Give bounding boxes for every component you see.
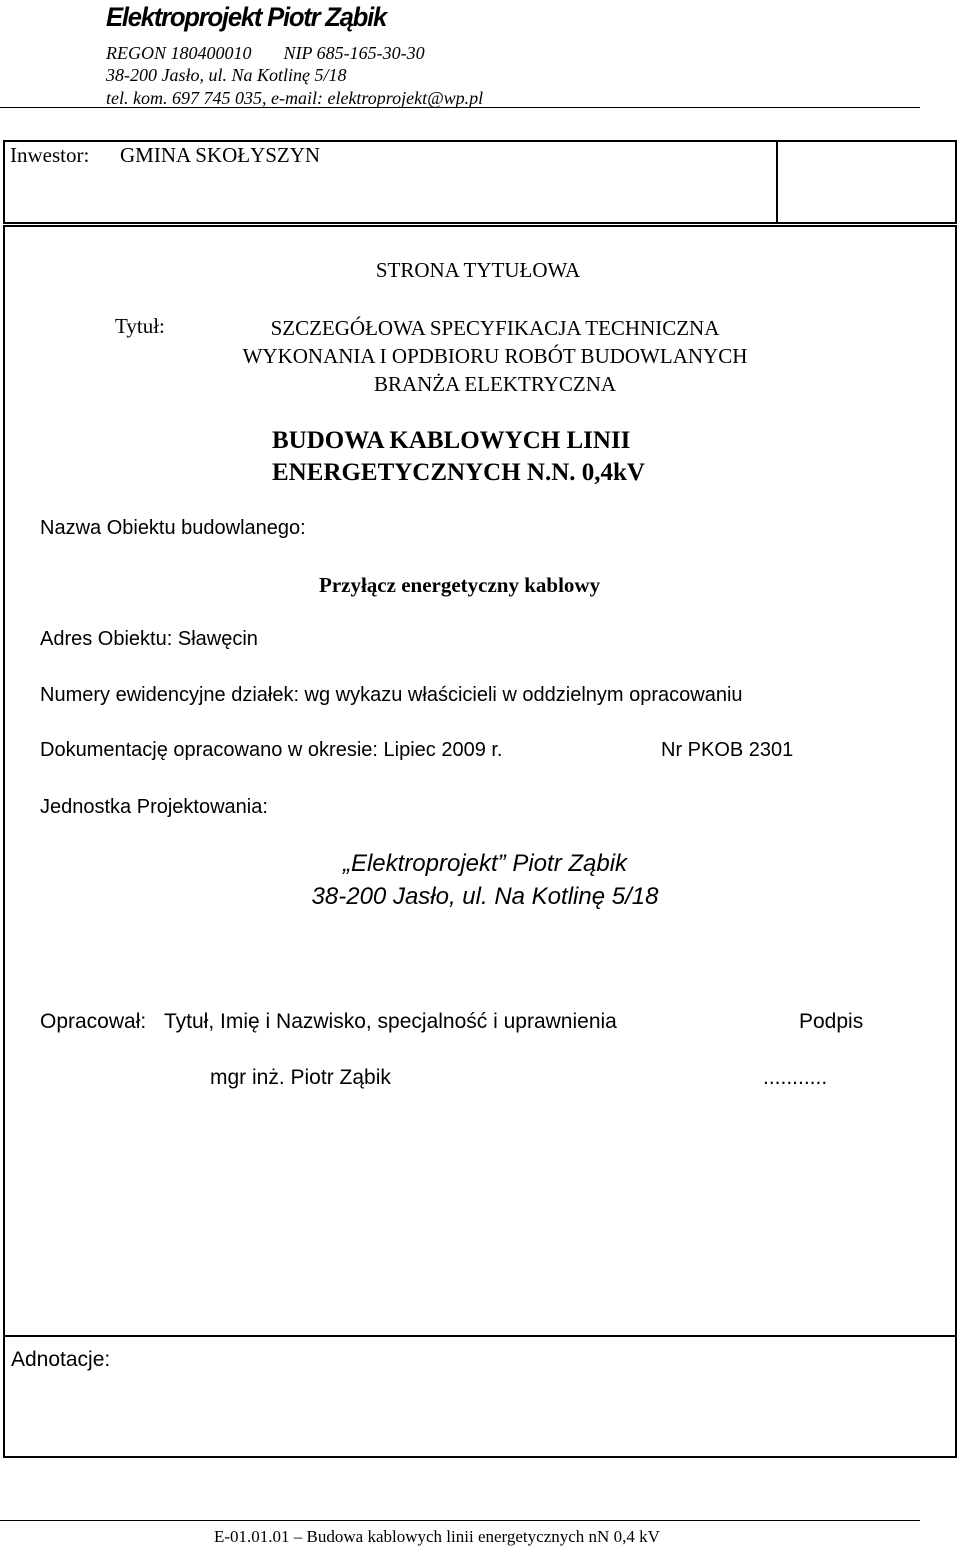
header-rule xyxy=(0,107,920,108)
regon: REGON 180400010 xyxy=(106,43,252,63)
pkob-number: Nr PKOB 2301 xyxy=(661,739,794,761)
author-label: Opracował: xyxy=(40,1010,147,1033)
documentation-date: Dokumentację opracowano w okresie: Lipiec 2009 r. xyxy=(40,739,503,761)
page-title: STRONA TYTUŁOWA xyxy=(375,258,581,282)
company-logo: Elektroprojekt Piotr Ząbik xyxy=(106,2,387,32)
design-unit-label: Jednostka Projektowania: xyxy=(40,796,268,818)
title-text xyxy=(175,314,815,398)
investor-value: GMINA SKOŁYSZYN xyxy=(120,143,321,167)
title-line: WYKONANIA I OPDBIORU ROBÓT BUDOWLANYCH xyxy=(242,344,748,368)
nip: NIP 685-165-30-30 xyxy=(283,43,425,63)
design-unit-line: 38-200 Jasło, ul. Na Kotlinę 5/18 xyxy=(311,883,659,910)
object-address xyxy=(40,628,258,651)
investor-label: Inwestor: xyxy=(10,143,90,167)
annotations-label: Adnotacje: xyxy=(11,1348,111,1371)
letterhead-contact: tel. kom. 697 745 035, e-mail: elektroprojekt@wp.pl xyxy=(106,88,484,108)
title-line: SZCZEGÓŁOWA SPECYFIKACJA TECHNICZNA xyxy=(270,316,720,340)
object-name-label: Nazwa Obiektu budowlanego: xyxy=(40,517,306,539)
object-name-line: ENERGETYCZNYCH N.N. 0,4kV xyxy=(272,459,645,486)
footer-rule xyxy=(0,1520,920,1521)
design-unit xyxy=(285,847,685,913)
title-label: Tytuł: xyxy=(115,314,165,338)
letterhead-address: 38-200 Jasło, ul. Na Kotlinę 5/18 xyxy=(106,65,347,85)
annotations-divider xyxy=(3,1335,957,1337)
signature-label: Podpis xyxy=(799,1010,864,1033)
main-box xyxy=(3,225,957,1458)
design-unit-line: „Elektroprojekt” Piotr Ząbik xyxy=(342,850,628,877)
title-line: BRANŻA ELEKTRYCZNA xyxy=(373,372,617,396)
address-value: Sławęcin xyxy=(177,628,258,650)
object-subtitle: Przyłącz energetyczny kablowy xyxy=(319,573,601,597)
investor-box-divider xyxy=(776,140,778,224)
parcel-numbers: Numery ewidencyjne działek: wg wykazu właścicieli w oddzielnym opracowaniu xyxy=(40,684,743,706)
author-name: mgr inż. Piotr Ząbik xyxy=(210,1066,391,1089)
letterhead-ids xyxy=(106,42,425,64)
author-columns: Tytuł, Imię i Nazwisko, specjalność i uprawnienia xyxy=(164,1010,617,1033)
address-label: Adres Obiektu: xyxy=(40,628,173,650)
object-name xyxy=(272,425,645,489)
signature-placeholder: ........... xyxy=(763,1066,828,1089)
object-name-line: BUDOWA KABLOWYCH LINII xyxy=(272,427,631,454)
page-footer: E-01.01.01 – Budowa kablowych linii energetycznych nN 0,4 kV xyxy=(214,1527,660,1546)
